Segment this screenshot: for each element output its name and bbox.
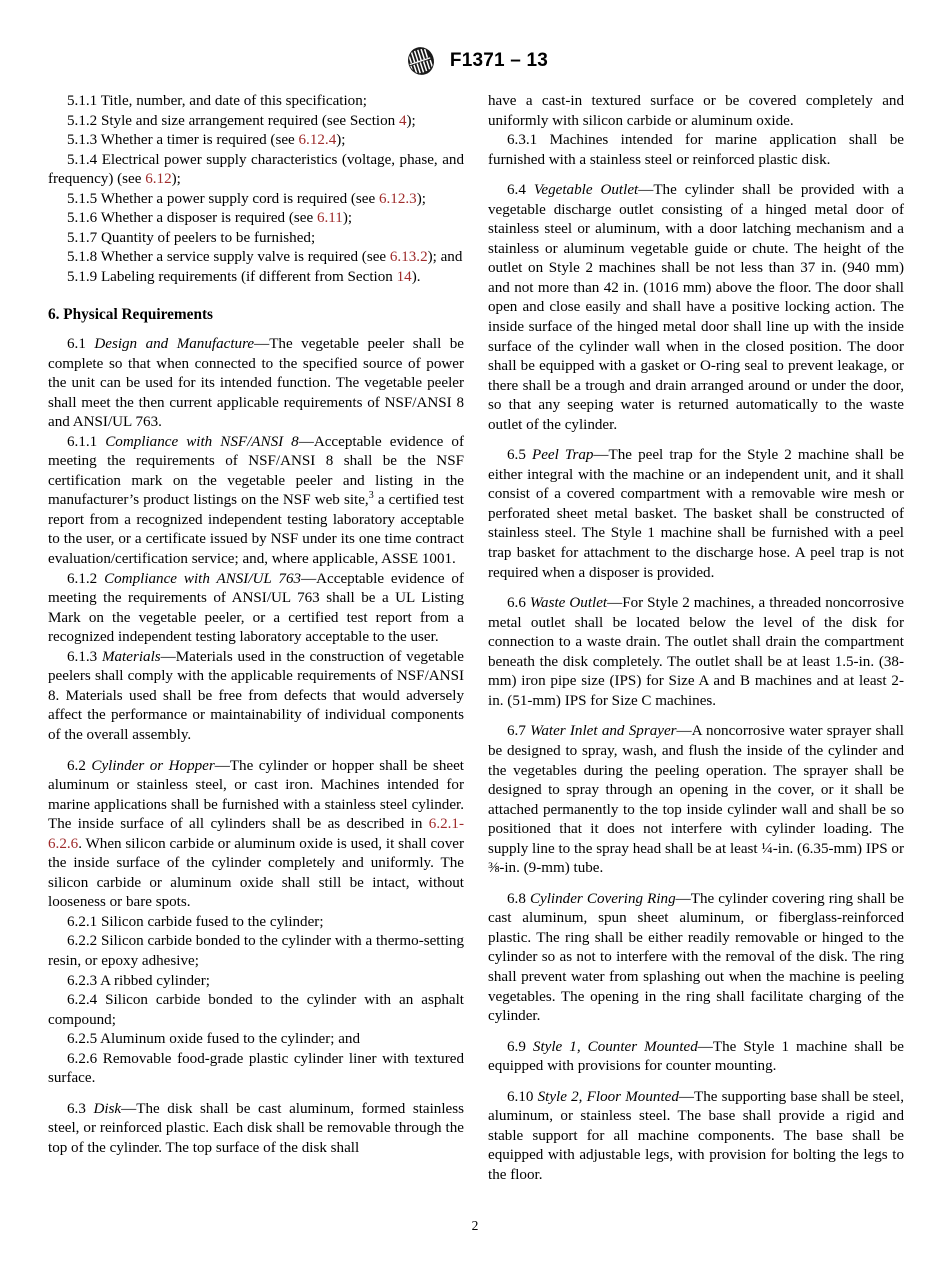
paragraph-6-5 <box>488 446 904 583</box>
p611-body-b: a certified test report from a recognized independent testing laboratory acceptable to the user, or a certificate issued by NSF under its one time contract evaluation/certification service; and, where applicable, ASSE 1001. <box>48 492 464 568</box>
paragraph-6-2-2: 6.2.2 Silicon carbide bonded to the cylinder with a thermo-setting resin, or epoxy adhesive; <box>48 933 464 969</box>
p63-run-in-head: Disk <box>93 1100 122 1117</box>
p64-body: —The cylinder shall be provided with a vegetable discharge outlet consisting of a hinged metal door of stainless steel or aluminum, with a door latching mechanism and a stainless or aluminum vegetable guide or chute. The height of the outlet on Style 2 machines shall be not less than 37 in. (940 mm) and not more than 42 in. (1016 mm) above the floor. The door shall open and close easily and shall have a positive locking action. The inside surface of the hinged metal door shall line up with the inside surface of the cylinder wall when in the closed position. The door shall be equipped with a gasket or O-ring seal to prevent leakage, or there shall be a trough and drain arranged around or under the door, so that any seeping water is returned automatically to the waste outlet of the cylinder. <box>488 182 904 433</box>
paragraph-6-3 <box>48 1100 464 1159</box>
paragraph-6-4 <box>488 181 904 435</box>
p516-text-b: ); <box>342 210 353 227</box>
right-column <box>488 92 904 1185</box>
cross-reference-section-14[interactable]: 14 <box>396 268 412 285</box>
p61-run-in-head: Design and Manufacture <box>94 336 255 353</box>
p62-run-in-head: Cylinder or Hopper <box>91 757 215 774</box>
p65-run-in-head: Peel Trap <box>531 447 594 464</box>
paragraph-5-1-1: 5.1.1 Title, number, and date of this specification; <box>67 93 367 109</box>
p65-number: 6.5 <box>507 447 532 464</box>
p519-text-b: ). <box>411 268 421 285</box>
p62-number: 6.2 <box>67 757 92 774</box>
p611-run-in-head: Compliance with NSF/ANSI 8 <box>105 433 299 450</box>
p66-number: 6.6 <box>507 595 530 612</box>
paragraph-6-2-5: 6.2.5 Aluminum oxide fused to the cylinder; and <box>67 1031 361 1048</box>
paragraph-5-1-6 <box>48 209 464 229</box>
p519-text-a: 5.1.9 Labeling requirements (if different from Section <box>67 268 397 285</box>
paragraph-5-1-2 <box>48 112 464 132</box>
astm-logo-icon <box>402 46 440 76</box>
p69-body: —The Style 1 machine shall be equipped with provisions for counter mounting. <box>488 1038 904 1075</box>
cross-reference-section-4[interactable]: 4 <box>398 112 407 129</box>
paragraph-5-1-3 <box>48 131 464 151</box>
p67-run-in-head: Water Inlet and Sprayer <box>530 723 677 740</box>
page-header <box>0 46 950 76</box>
p69-number: 6.9 <box>507 1038 533 1055</box>
paragraph-6-3-continued: have a cast-in textured surface or be covered completely and uniformly with silicon carbide or aluminum oxide. <box>488 93 904 129</box>
paragraph-5-1-7: 5.1.7 Quantity of peelers to be furnished; <box>67 229 316 246</box>
p513-text-a: 5.1.3 Whether a timer is required (see <box>67 132 299 149</box>
cross-reference-6-13-2[interactable]: 6.13.2 <box>389 249 428 266</box>
paragraph-6-8 <box>488 890 904 1027</box>
p610-number: 6.10 <box>507 1088 538 1105</box>
paragraph-6-7 <box>488 722 904 878</box>
paragraph-6-3-1: 6.3.1 Machines intended for marine application shall be furnished with a stainless steel or reinforced plastic disk. <box>488 132 904 168</box>
p611-body-a: —Acceptable evidence of meeting the requirements of NSF/ANSI 8 shall be the NSF certification mark on the vegetable peeler and listing in the manufacturer’s product listings on the NSF web site, <box>48 433 464 509</box>
p62-body-b: . When silicon carbide or aluminum oxide is used, it shall cover the inside surface of the cylinder completely and uniformly. The silicon carbide or aluminum oxide shall still be intact, without looseness or bare spots. <box>48 835 464 911</box>
paragraph-6-2-3: 6.2.3 A ribbed cylinder; <box>67 972 210 989</box>
p63-number: 6.3 <box>67 1100 94 1117</box>
p610-body: —The supporting base shall be steel, aluminum, or stainless steel. The base shall provide a rigid and stable support for all machine components. The base shall be equipped with adjustable legs, with provision for bolting the legs to the floor. <box>488 1088 904 1183</box>
paragraph-5-1-8 <box>48 248 464 268</box>
p65-body: —The peel trap for the Style 2 machine shall be either integral with the machine or an independent unit, and it shall consist of a covered compartment with a removable wire mesh or perforated sheet metal basket. The basket shall be constructed of stainless steel. The Style 1 machine shall be furnished with a peel trap basket for attachment to the discharge hose. A peel trap is not required when a disposer is provided. <box>488 447 904 581</box>
paragraph-6-9 <box>488 1038 904 1077</box>
paragraph-6-1-3 <box>48 648 464 746</box>
left-column <box>48 92 464 1185</box>
p515-text-a: 5.1.5 Whether a power supply cord is required (see <box>67 190 379 207</box>
p613-body: —Materials used in the construction of vegetable peelers shall comply with the applicable requirements of NSF/ANSI 8. Materials used shall be free from defects that would adversely affect the performance or maintainability of individual components of the overall assembly. <box>48 648 465 743</box>
two-column-body <box>48 92 904 1185</box>
p612-run-in-head: Compliance with ANSI/UL 763 <box>104 570 302 587</box>
p61-body: —The vegetable peeler shall be complete so that when connected to the specified source of power the unit can be used for its intended function. The vegetable peeler shall meet the then current applicable requirements of NSF/ANSI 8 and ANSI/UL 763. <box>48 336 465 431</box>
p518-text-b: ); and <box>427 249 463 266</box>
p64-run-in-head: Vegetable Outlet <box>533 182 639 199</box>
page-number: 2 <box>471 1218 479 1233</box>
paragraph-6-1 <box>48 335 464 433</box>
p515-text-b: ); <box>416 190 426 207</box>
p68-body: —The cylinder covering ring shall be cast aluminum, spun sheet aluminum, or fiberglass-reinforced plastic. The ring shall be either readily removable or hinged to the cylinder so as not to interfere with the removal of the disk. The ring shall prevent water from splashing out when the machine is peeling vegetables. The opening in the ring shall facilitate charging of the cylinder. <box>488 890 904 1025</box>
paragraph-6-2-1: 6.2.1 Silicon carbide fused to the cylinder; <box>67 913 324 930</box>
p612-number: 6.1.2 <box>67 570 105 587</box>
standard-designation: F1371 – 13 <box>449 50 549 71</box>
paragraph-6-2-6: 6.2.6 Removable food-grade plastic cylinder liner with textured surface. <box>48 1050 464 1087</box>
p611-number: 6.1.1 <box>67 433 106 450</box>
p613-run-in-head: Materials <box>101 648 161 665</box>
p518-text-a: 5.1.8 Whether a service supply valve is required (see <box>67 249 390 266</box>
p610-run-in-head: Style 2, Floor Mounted <box>537 1088 679 1105</box>
p512-text-a: 5.1.2 Style and size arrangement required (see Section <box>67 112 399 129</box>
p64-number: 6.4 <box>507 182 534 199</box>
cross-reference-6-2-1-6-2-6[interactable]: 6.2.1-6.2.6 <box>48 816 464 852</box>
paragraph-6-1-1 <box>48 433 464 570</box>
p514-text-a: 5.1.4 Electrical power supply characteristics (voltage, phase, and frequency) (see <box>48 151 464 188</box>
p613-number: 6.1.3 <box>67 648 102 665</box>
cross-reference-6-12-3[interactable]: 6.12.3 <box>378 190 417 207</box>
footnote-marker-3[interactable]: 3 <box>368 490 374 502</box>
p612-body: —Acceptable evidence of meeting the requirements of ANSI/UL 763 shall be a UL Listing Mark on the vegetable peeler, or a certified test report from a recognized independent testing laboratory acceptable to the user. <box>48 570 464 646</box>
p512-text-b: ); <box>406 112 416 129</box>
p68-number: 6.8 <box>507 890 530 907</box>
section-heading-6: 6. Physical Requirements <box>48 306 214 324</box>
cross-reference-6-12[interactable]: 6.12 <box>145 171 172 188</box>
p63-body: —The disk shall be cast aluminum, formed stainless steel, or reinforced plastic. Each disk shall be removable through the top of the cylinder. The top surface of the disk shall <box>48 1100 464 1156</box>
p66-body: —For Style 2 machines, a threaded noncorrosive metal outlet shall be located below the level of the disk for connection to a waste drain. The outlet shall drain the compartment beneath the disk completely. The outlet shall be at least 1.5-in. (38-mm) iron pipe size (IPS) for Size A and B machines and at least 2-in. (51-mm) IPS for Size C machines. <box>488 595 904 709</box>
paragraph-6-1-2 <box>48 570 464 648</box>
p61-number: 6.1 <box>67 336 95 353</box>
p68-run-in-head: Cylinder Covering Ring <box>529 890 676 907</box>
paragraph-6-6 <box>488 594 904 711</box>
paragraph-5-1-4 <box>48 151 464 190</box>
p67-body: —A noncorrosive water sprayer shall be designed to spray, wash, and flush the inside of the cylinder and the vegetables during the peeling operation. The sprayer shall be designed to spray through an opening in the cover, or it shall be attached permanently to the top inside cylinder wall and shall be so positioned that it does not interfere with cylinder loading. The supply line to the spray head shall be at least ¼-in. (6.35-mm) IPS or ⅜-in. (9-mm) tube. <box>488 723 904 877</box>
paragraph-6-2-4: 6.2.4 Silicon carbide bonded to the cylinder with an asphalt compound; <box>48 992 464 1028</box>
paragraph-6-10 <box>488 1088 904 1186</box>
cross-reference-6-12-4[interactable]: 6.12.4 <box>298 132 337 149</box>
paragraph-5-1-9 <box>48 268 464 288</box>
p514-text-b: ); <box>171 171 181 188</box>
p66-run-in-head: Waste Outlet <box>529 595 608 612</box>
p513-text-b: ); <box>336 132 346 149</box>
p69-run-in-head: Style 1, Counter Mounted <box>532 1038 698 1055</box>
paragraph-6-2 <box>48 757 464 913</box>
cross-reference-6-11[interactable]: 6.11 <box>316 210 343 227</box>
p67-number: 6.7 <box>507 723 531 740</box>
p62-body-a: —The cylinder or hopper shall be sheet aluminum or stainless steel, or cast iron. Machines intended for marine applications shall be furnished with a stainless steel cylinder. The inside surface of all cylinders shall be as described in <box>48 757 465 833</box>
p516-text-a: 5.1.6 Whether a disposer is required (see <box>67 210 317 227</box>
paragraph-5-1-5 <box>48 190 464 210</box>
